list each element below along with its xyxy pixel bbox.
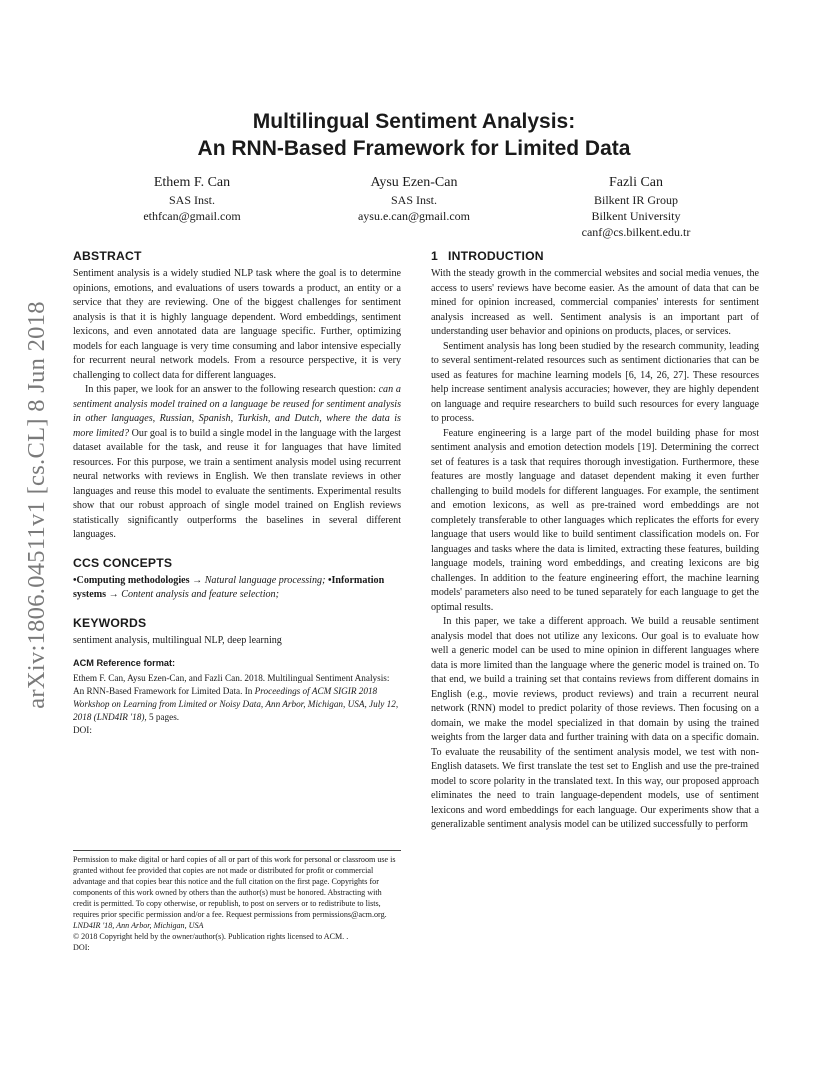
arxiv-stamp-text: arXiv:1806.04511v1 [cs.CL] 8 Jun 2018 (23, 301, 50, 709)
ccs-subterm-1: Natural language processing; (204, 574, 326, 586)
abstract-heading: ABSTRACT (73, 249, 142, 263)
abstract-paragraph-1: Sentiment analysis is a widely studied NLP task where the goal is to determine opinions, emotions, and evaluations of users towards a product, an entity or a service that they are reviewing. One of the biggest challenges for sentiment analysis is that it is highly language dependent. Word embeddings, sentiment lexicons, and even annotated data are language specific. Further, optimizing models for each language is very time consuming and labor intensive especially for recurrent neural network models. From a resource perspective, it is very challenging to collect data for different languages. (73, 268, 401, 381)
section-title: INTRODUCTION (447, 249, 544, 263)
author-block-3 (516, 174, 756, 240)
introduction-heading (431, 248, 759, 264)
author-block-1 (72, 174, 312, 224)
author-affiliation: SAS Inst. (168, 193, 215, 207)
acm-ref-venue: Proceedings of ACM SIGIR 2018 Workshop on Learning from Limited or Noisy Data, Ann Arbor, Michigan, USA, July 12, 2018 (LND4IR '18), (73, 685, 399, 722)
acm-reference-line-2 (73, 685, 401, 724)
author-block-2 (294, 174, 534, 224)
permission-doi: DOI: (73, 943, 90, 952)
acm-ref-text: An RNN-Based Framework for Limited Data. In (73, 685, 255, 696)
ccs-arrow: → (106, 589, 122, 600)
section-number: 1 (431, 249, 438, 263)
ccs-heading: CCS CONCEPTS (73, 555, 173, 570)
acm-reference-doi: DOI: (73, 724, 92, 735)
keywords-heading: KEYWORDS (73, 615, 147, 630)
intro-paragraph-4: In this paper, we take a different approach. We build a reusable sentiment analysis model that does not utilize any lexicons. Our goal is to evaluate how well a generic model can be used to mine opinion in different languages where data is more limited than the language where the generic model is trained on. To that end, we build a training set that contains reviews from different domains in English (e.g., movie reviews, product reviews) and train a recurrent neural network (RNN) model to predict polarity of those reviews. Then focusing on a domain, we make the model specialized in that domain by using the trained weights from the larger data and further training with data on a specific domain. To evaluate the reusability of the sentiment analysis model, we test with non-English datasets. We first translate the test set to English and use the pre-trained model to score polarity in the translated text. In this way, our proposed approach eliminates the need to train language-dependent models, use of sentiment lexicons and word embeddings for each language. Our experiments show that a generalizable sentiment analysis model can be utilized successfully to perform (431, 616, 759, 830)
paper-title-line-2: An RNN-Based Framework for Limited Data (197, 137, 631, 160)
acm-reference-heading: ACM Reference format: (73, 658, 176, 668)
ccs-concepts (73, 574, 401, 603)
research-question: can a sentiment analysis model trained on a language be reused for sentiment analysis in other languages, Russian, Spanish, Turkish, and Dutch, where the data is more limited? (73, 384, 401, 439)
author-name: Aysu Ezen-Can (370, 175, 458, 190)
paper-title (0, 108, 828, 162)
author-affiliation: Bilkent University (591, 209, 681, 223)
ccs-arrow: → (189, 574, 205, 586)
keywords-text: sentiment analysis, multilingual NLP, deep learning (73, 634, 282, 646)
ccs-term-1: •Computing methodologies (73, 574, 190, 586)
permission-venue: LND4IR '18, Ann Arbor, Michigan, USA (73, 921, 204, 930)
acm-ref-pages: 5 pages. (146, 711, 180, 722)
author-email: ethfcan@gmail.com (143, 209, 241, 223)
abstract-p2-end: Our goal is to build a single model in the language with the largest dataset available for the task, and reuse it for languages that have limited resources. For this purpose, we train a sentiment analysis model using recurrent neural networks with reviews in English. We then translate reviews in other languages and reuse this model to evaluate the sentiments. Experimental results show that our robust approach of single model trained on English reviews statistically significantly outperforms the baselines in several different languages. (73, 427, 401, 540)
acm-reference-line-1: Ethem F. Can, Aysu Ezen-Can, and Fazli Can. 2018. Multilingual Sentiment Analysis: (73, 672, 390, 683)
acm-reference (73, 656, 401, 737)
author-name: Ethem F. Can (153, 175, 231, 190)
right-column (431, 248, 759, 833)
author-email: canf@cs.bilkent.edu.tr (581, 225, 691, 239)
author-name: Fazli Can (608, 175, 664, 190)
abstract-paragraph-2 (73, 383, 401, 543)
paper-title-line-1: Multilingual Sentiment Analysis: (252, 110, 576, 133)
author-affiliation: SAS Inst. (390, 193, 437, 207)
abstract-p2-start: In this paper, we look for an answer to the following research question: (85, 384, 379, 395)
permission-copyright: © 2018 Copyright held by the owner/author(s). Publication rights licensed to ACM. . (73, 932, 349, 941)
author-affiliation: Bilkent IR Group (594, 193, 678, 207)
ccs-term-2: •Information systems (73, 574, 385, 600)
permission-text: Permission to make digital or hard copies of all or part of this work for personal or classroom use is granted without fee provided that copies are not made or distributed for profit or commercial advantage and that copies bear this notice and the full citation on the first page. Copyrights for components of this work owned by others than the author(s) must be honored. Abstracting with credit is permitted. To copy otherwise, or republish, to post on servers or to redistribute to lists, requires prior specific permission and/or a fee. Request permissions from permissions@acm.org. (73, 855, 396, 919)
left-column (73, 248, 401, 737)
intro-paragraph-1: With the steady growth in the commercial websites and social media venues, the access to users' reviews have become easier. As the amount of data that can be mined for opinion increased, commercial companies' interests for sentiment analysis increased as well. Sentiment analysis is an important part of understanding user behavior and opinions on products, places, or services. (431, 268, 759, 337)
ccs-subterm-2: Content analysis and feature selection; (121, 589, 279, 600)
author-email: aysu.e.can@gmail.com (357, 209, 470, 223)
intro-paragraph-3: Feature engineering is a large part of the model building phase for most sentiment analysis and emotion detection models [19]. Determining the correct set of features is a task that requires thorough investigation. Furthermore, these features are mostly language and dataset dependent making it even further challenging to build models for different languages. For example, the sentiment and emotion lexicons, as well as pre-trained word embeddings are not completely transferable to other languages which replicates the efforts for every language that users would like to build sentiment classification models on. For languages and tasks where the data is limited, extracting these features, building language models, training word embeddings, and creating lexicons are big challenges. In addition to the feature engineering effort, the machine learning models' parameters also need to be tuned separately for each language to get the optimal results. (431, 427, 759, 613)
intro-paragraph-2: Sentiment analysis has long been studied by the research community, leading to several sentiment-related resources such as sentiment dictionaries that can be used as features for machine learning models [6, 14, 26, 27]. These resources help increase sentiment analysis accuracies; however, they are highly dependent on language and require researchers to build such resources for every language to process. (431, 340, 759, 424)
permission-footnote (73, 850, 401, 953)
